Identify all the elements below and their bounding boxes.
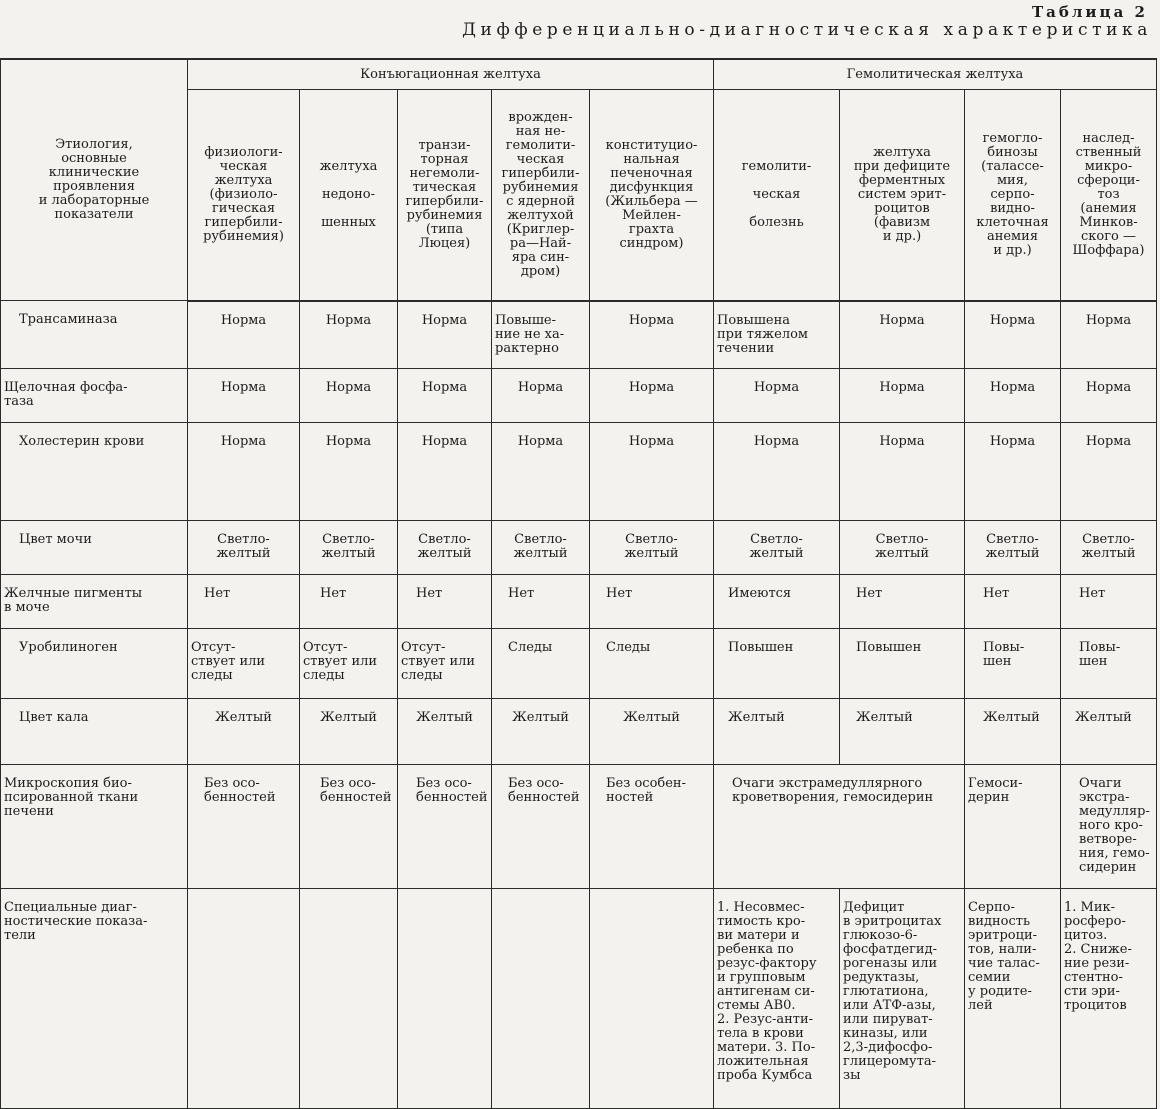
table-title: Дифференциально-диагностическая характеристика xyxy=(462,20,1152,40)
table-cell: Нет xyxy=(590,575,714,629)
table-cell: Норма xyxy=(300,301,398,369)
table-cell: Норма xyxy=(965,423,1061,521)
header-col-1: физиологи- ческая желтуха (физиоло- гическая гипербили- рубинемия) xyxy=(188,90,300,301)
row-label: Микроскопия био- псированной ткани печени xyxy=(1,765,188,889)
table-cell: Желтый xyxy=(714,699,840,765)
table-cell: Отсут- ствует или следы xyxy=(398,629,492,699)
header-group-conjugation: Конъюгационная желтуха xyxy=(188,59,714,90)
table-cell: Дефицит в эритроцитах глюкозо-6- фосфатдегид- рогеназы или редуктазы, глютатиона, или АТФ-азы, или пируват- киназы, или 2,3-дифосфо- глицеромута- зы xyxy=(840,889,965,1109)
table-cell: Норма xyxy=(188,423,300,521)
table-cell xyxy=(590,889,714,1109)
table-cell: Норма xyxy=(492,423,590,521)
table-cell: Нет xyxy=(492,575,590,629)
table-cell: 1. Мик- росферо- цитоз. 2. Сниже- ние рези- стентно- сти эри- троцитов xyxy=(1061,889,1157,1109)
table-cell: Норма xyxy=(965,301,1061,369)
header-col-8: гемогло- бинозы (талассе- мия, серпо- видно- клеточная анемия и др.) xyxy=(965,90,1061,301)
table-label: Таблица 2 xyxy=(1031,3,1148,21)
table-cell: Норма xyxy=(1061,423,1157,521)
table-cell: Без осо- бенностей xyxy=(492,765,590,889)
table-cell: Светло- желтый xyxy=(590,521,714,575)
table-cell: Повышен xyxy=(840,629,965,699)
header-col-4: врожден- ная не- гемолити- ческая гипербили- рубинемия с ядерной желтухой (Криглер- ра—Най- яра син- дром) xyxy=(492,90,590,301)
table-cell: Норма xyxy=(840,369,965,423)
header-col-9: наслед- ственный микро- сфероци- тоз (анемия Минков- ского — Шоффара) xyxy=(1061,90,1157,301)
table-cell: Серпо- видность эритроци- тов, нали- чие талас- семии у родите- лей xyxy=(965,889,1061,1109)
table-cell: Гемоси- дерин xyxy=(965,765,1061,889)
table-cell xyxy=(398,889,492,1109)
table-cell: Следы xyxy=(492,629,590,699)
table-row xyxy=(1,369,1157,423)
table-cell: Желтый xyxy=(590,699,714,765)
table-row xyxy=(1,765,1157,889)
table-cell: Нет xyxy=(300,575,398,629)
table-row xyxy=(1,301,1157,369)
table-cell: Желтый xyxy=(1061,699,1157,765)
table-cell: Светло- желтый xyxy=(188,521,300,575)
table-cell: Желтый xyxy=(188,699,300,765)
table-cell: Без осо- бенностей xyxy=(300,765,398,889)
table-cell: Норма xyxy=(1061,369,1157,423)
table-cell: Имеются xyxy=(714,575,840,629)
table-cell: Норма xyxy=(300,423,398,521)
table-cell: Следы xyxy=(590,629,714,699)
table-cell: Норма xyxy=(840,423,965,521)
row-label: Уробилиноген xyxy=(1,629,188,699)
row-label: Холестерин крови xyxy=(1,423,188,521)
table-cell: Светло- желтый xyxy=(714,521,840,575)
table-cell: Норма xyxy=(398,423,492,521)
table-cell: Норма xyxy=(840,301,965,369)
table-row xyxy=(1,699,1157,765)
table-cell: Нет xyxy=(188,575,300,629)
table-cell: Без осо- бенностей xyxy=(188,765,300,889)
table-cell: Норма xyxy=(965,369,1061,423)
table-cell: Норма xyxy=(300,369,398,423)
row-label: Цвет мочи xyxy=(1,521,188,575)
row-label: Щелочная фосфа- таза xyxy=(1,369,188,423)
table-cell: Нет xyxy=(840,575,965,629)
table-cell: 1. Несовмес- тимость кро- ви матери и ребенка по резус-фактору и групповым антигенам си- стемы АВ0. 2. Резус-анти- тела в крови матери. 3. По- ложительная проба Кумбса xyxy=(714,889,840,1109)
table-cell-merged: Очаги экстрамедуллярного кроветворения, гемосидерин xyxy=(714,765,965,889)
header-col-6: гемолити- ческая болезнь xyxy=(714,90,840,301)
table-cell: Желтый xyxy=(840,699,965,765)
table-cell: Светло- желтый xyxy=(965,521,1061,575)
table-cell: Повышен xyxy=(714,629,840,699)
table-cell: Желтый xyxy=(492,699,590,765)
table-cell: Норма xyxy=(492,369,590,423)
table-cell: Норма xyxy=(590,301,714,369)
table-cell: Светло- желтый xyxy=(492,521,590,575)
table-cell: Нет xyxy=(1061,575,1157,629)
table-cell xyxy=(492,889,590,1109)
table-cell: Желтый xyxy=(965,699,1061,765)
table-cell: Отсут- ствует или следы xyxy=(300,629,398,699)
table-cell: Норма xyxy=(714,369,840,423)
table-cell: Норма xyxy=(590,423,714,521)
table-cell: Норма xyxy=(398,301,492,369)
table-cell: Повыше- ние не ха- рактерно xyxy=(492,301,590,369)
diagnostic-table xyxy=(0,58,1157,1109)
table-cell: Светло- желтый xyxy=(300,521,398,575)
table-cell: Повы- шен xyxy=(1061,629,1157,699)
table-cell xyxy=(188,889,300,1109)
table-cell: Светло- желтый xyxy=(840,521,965,575)
table-cell: Норма xyxy=(714,423,840,521)
row-label: Трансаминаза xyxy=(1,301,188,369)
table-cell: Светло- желтый xyxy=(398,521,492,575)
table-row xyxy=(1,423,1157,521)
table-cell: Светло- желтый xyxy=(1061,521,1157,575)
table-row xyxy=(1,575,1157,629)
table-cell: Норма xyxy=(188,301,300,369)
row-label: Цвет кала xyxy=(1,699,188,765)
table-row xyxy=(1,521,1157,575)
table-cell: Желтый xyxy=(398,699,492,765)
table-cell: Норма xyxy=(188,369,300,423)
table-row xyxy=(1,889,1157,1109)
table-cell: Очаги экстра- медулляр- ного кро- ветворе- ния, гемо- сидерин xyxy=(1061,765,1157,889)
table-cell: Желтый xyxy=(300,699,398,765)
header-col-5: конституцио- нальная печеночная дисфункция (Жильбера — Мейлен- грахта синдром) xyxy=(590,90,714,301)
table-row xyxy=(1,629,1157,699)
table-cell: Повышена при тяжелом течении xyxy=(714,301,840,369)
table-cell: Норма xyxy=(398,369,492,423)
header-col-3: транзи- торная негемоли- тическая гипербили- рубинемия (типа Люцея) xyxy=(398,90,492,301)
table-cell: Без особен- ностей xyxy=(590,765,714,889)
header-col-2: желтуха недоно- шенных xyxy=(300,90,398,301)
table-cell: Норма xyxy=(590,369,714,423)
table-cell: Без осо- бенностей xyxy=(398,765,492,889)
header-col-7: желтуха при дефиците ферментных систем эрит- роцитов (фавизм и др.) xyxy=(840,90,965,301)
table-cell xyxy=(300,889,398,1109)
table-cell: Повы- шен xyxy=(965,629,1061,699)
header-group-hemolytic: Гемолитическая желтуха xyxy=(714,59,1157,90)
table-cell: Нет xyxy=(398,575,492,629)
row-label: Желчные пигменты в моче xyxy=(1,575,188,629)
header-etiology: Этиология, основные клинические проявления и лабораторные показатели xyxy=(1,59,188,301)
row-label: Специальные диаг- ностические показа- тели xyxy=(1,889,188,1109)
table-cell: Нет xyxy=(965,575,1061,629)
table-cell: Норма xyxy=(1061,301,1157,369)
table-cell: Отсут- ствует или следы xyxy=(188,629,300,699)
